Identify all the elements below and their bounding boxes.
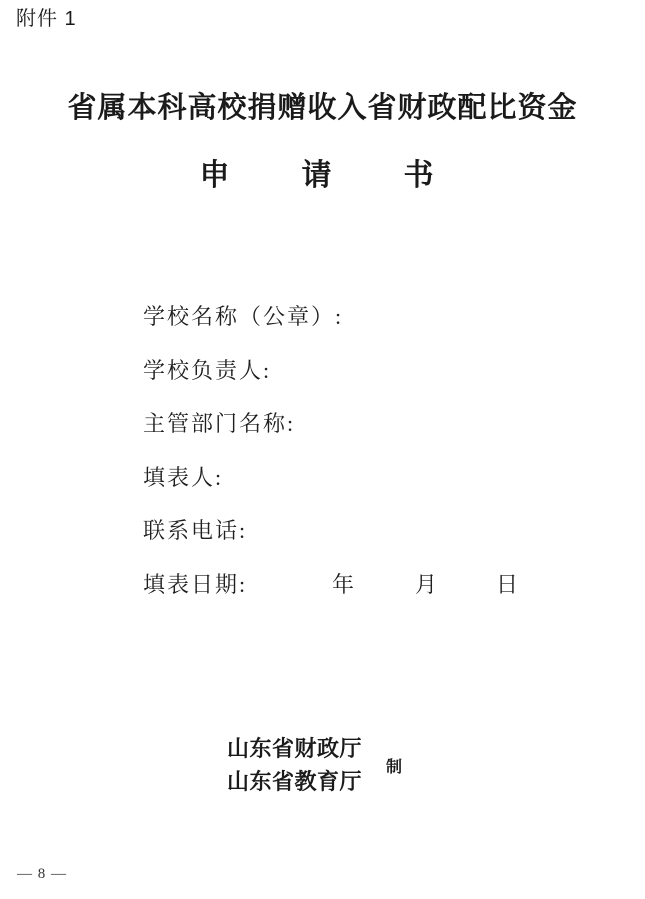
field-contact-phone-label: 联系电话: [143, 518, 248, 544]
title-char-3: 书 [403, 159, 434, 192]
document-title-line1: 省属本科高校捐赠收入省财政配比资金 [67, 92, 578, 124]
field-supervisor-dept-label: 主管部门名称: [143, 411, 296, 437]
field-fill-date-label: 填表日期: [143, 571, 248, 597]
issuer-block [227, 732, 402, 798]
date-unit-day: 日 [496, 571, 519, 597]
issuer-finance-dept: 山东省财政厅 [227, 736, 363, 761]
form-fields [143, 302, 519, 624]
attachment-label: 附件 1 [16, 8, 77, 30]
made-by-label: 制 [386, 758, 403, 776]
title-char-1: 申 [199, 159, 230, 192]
field-form-filler-label: 填表人: [143, 464, 224, 490]
field-school-head-label: 学校负责人: [143, 357, 272, 383]
field-school-name [143, 302, 343, 356]
date-unit-year: 年 [332, 571, 355, 597]
field-supervisor-dept [143, 409, 343, 463]
page-number: — 8 — [17, 866, 67, 882]
issuer-education-dept: 山东省教育厅 [227, 769, 363, 794]
title-char-2: 请 [301, 159, 332, 192]
field-school-name-label: 学校名称（公章）: [143, 304, 344, 329]
field-form-filler [143, 463, 343, 517]
field-school-head [143, 356, 343, 410]
document-title-line2 [0, 156, 639, 196]
date-unit-month: 月 [415, 571, 438, 597]
field-fill-date [143, 570, 519, 624]
issuer-lines [227, 732, 362, 798]
field-contact-phone [143, 516, 343, 570]
